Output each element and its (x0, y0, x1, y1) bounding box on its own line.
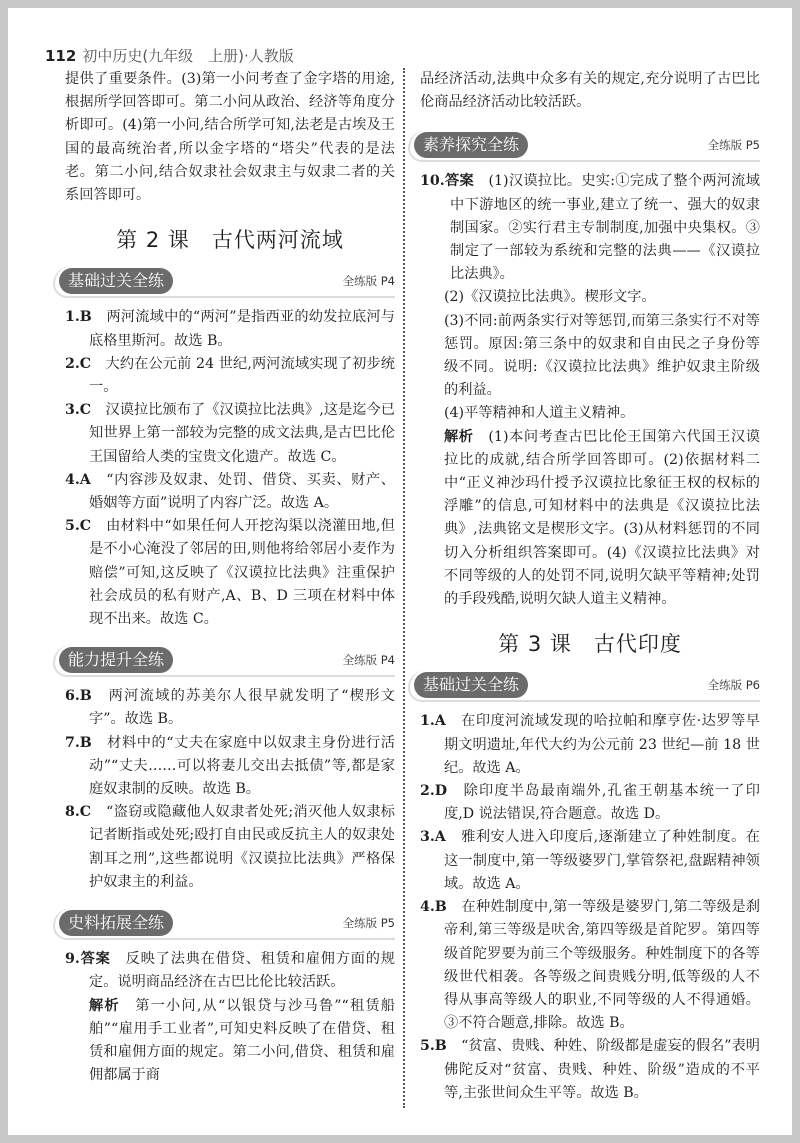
left-column (65, 68, 395, 1087)
section-badge: 史料拓展全练 (59, 910, 173, 936)
item-text: (1)汉谟拉比。史实:①完成了整个两河流域中下游地区的统一事业,建立了统一、强大的奴隶制国家。②实行君主专制制度,加强中央集权。③制定了一部较为系统和完整的法典——《汉谟拉比法典》。 (450, 173, 760, 283)
item-number: 1.A (420, 713, 446, 730)
item-text: 在种姓制度中,第一等级是婆罗门,第二等级是刹帝利,第三等级是吠舍,第四等级是首陀罗。第四等级首陀罗要为前三个等级服务。种姓制度下的各等级世代相袭。各等级之间贵贱分明,低等级的人不得从事高等级人的职业,不同等级的人不得通婚。③不符合题意,排除。故选 B。 (444, 899, 760, 1032)
item-number: 1.B (65, 309, 92, 326)
column-divider (403, 68, 405, 1108)
item-number: 9.答案 (65, 951, 111, 968)
section-badge: 基础过关全练 (59, 268, 173, 294)
answer-item (65, 948, 395, 994)
section-header (53, 645, 395, 677)
analysis-paragraph (420, 426, 760, 612)
page-number: 112 (45, 47, 77, 65)
section-header (53, 266, 395, 298)
section-badge: 基础过关全练 (414, 672, 528, 698)
item-number: 8.C (65, 804, 92, 821)
item-text: 大约在公元前 24 世纪,两河流域实现了初步统一。 (89, 355, 395, 396)
answer-item (420, 710, 760, 780)
answer-item (65, 306, 395, 352)
analysis-text: (1)本问考查古巴比伦王国第六代国王汉谟拉比的成就,结合所学回答即可。(2)依据材料二中“正义神沙玛什授予汉谟拉比象征王权的权标的浮雕”的信息,可知材料中的法典是《汉谟拉比法典》,法典铭文是楔形文字。(3)从材料惩罚的不同切入分析组织答案即可。(4)《汉谟拉比法典》对不同等级的人的处罚不同,说明欠缺平等精神;处罚的手段残酷,说明欠缺人道主义精神。 (444, 428, 760, 608)
answer-item (420, 896, 760, 1035)
answer-part: (2)《汉谟拉比法典》。楔形文字。 (444, 289, 656, 306)
answer-item (65, 353, 395, 399)
answer-part: (4)平等精神和人道主义精神。 (444, 405, 635, 422)
answer-part: (3)不同:前两条实行对等惩罚,而第三条实行不对等惩罚。原因:第三条中的奴隶和自由民之子身份等级不同。说明:《汉谟拉比法典》维护奴隶主阶级的利益。 (444, 312, 760, 399)
analysis-paragraph (65, 995, 395, 1088)
answer-item (420, 170, 760, 286)
page (8, 8, 792, 1135)
section-ref: 全练版 P6 (707, 678, 760, 693)
right-column (420, 68, 760, 1105)
answer-item (65, 801, 395, 894)
item-text: 在印度河流域发现的哈拉帕和摩亨佐·达罗等早期文明遗址,年代大约为公元前 23 世纪—前 18 世纪。故选 A。 (444, 713, 760, 776)
item-number: 4.B (420, 899, 447, 916)
item-text: “盗窃或隐藏他人奴隶者处死;消灭他人奴隶标记者断指或处死;殴打自由民或反抗主人的奴隶处割耳之刑”,这些都说明《汉谟拉比法典》严格保护奴隶主的利益。 (89, 804, 395, 890)
item-text: 除印度半岛最南端外,孔雀王朝基本统一了印度,D 说法错误,符合题意。故选 D。 (444, 783, 760, 823)
item-text: 两河流域中的“两河”是指西亚的幼发拉底河与底格里斯河。故选 B。 (89, 309, 395, 349)
book-title: 初中历史(九年级 上册)·人教版 (82, 47, 294, 65)
item-number: 3.C (65, 402, 92, 419)
item-number: 6.B (65, 688, 92, 705)
item-text: 汉谟拉比颁布了《汉谟拉比法典》,这是迄今已知世界上第一部较为完整的成文法典,是古巴比伦王国留给人类的宝贵文化遗产。故选 C。 (89, 402, 395, 465)
answer-item (65, 732, 395, 802)
item-text: “内容涉及奴隶、处罚、借贷、买卖、财产、婚姻等方面”说明了内容广泛。故选 A。 (89, 471, 395, 512)
lesson-title: 第 2 课 古代两河流域 (116, 228, 344, 253)
item-number: 7.B (65, 734, 92, 751)
continued-paragraph: 品经济活动,法典中众多有关的规定,充分说明了古巴比伦商品经济活动比较活跃。 (420, 71, 760, 111)
running-header (45, 45, 294, 66)
answer-item (65, 399, 395, 469)
item-number: 4.A (65, 471, 91, 488)
item-number: 10.答案 (420, 173, 474, 190)
section-ref: 全练版 P5 (707, 138, 760, 153)
analysis-label: 解析 (444, 428, 474, 445)
section-ref: 全练版 P4 (342, 274, 395, 289)
item-number: 5.C (65, 518, 92, 535)
section-badge: 素养探究全练 (414, 132, 528, 158)
section-ref: 全练版 P4 (342, 653, 395, 668)
item-text: 材料中的“丈夫在家庭中以奴隶主身份进行活动”“丈夫……可以将妻儿交出去抵债”等,都是家庭奴隶制的反映。故选 B。 (89, 734, 395, 798)
item-text: 两河流域的苏美尔人很早就发明了“楔形文字”。故选 B。 (89, 688, 395, 728)
section-header (408, 130, 760, 162)
section-header (408, 670, 760, 702)
section-badge: 能力提升全练 (59, 647, 173, 673)
answer-item (420, 826, 760, 896)
lesson-title: 第 3 课 古代印度 (498, 632, 682, 657)
item-text: 由材料中“如果任何人开挖沟渠以浇灌田地,但是不小心淹没了邻居的田,则他将给邻居小麦作为赔偿”可知,这反映了《汉谟拉比法典》注重保护社会成员的私有财产,A、B、D 三项在材料中体现不出来。故选 C。 (89, 518, 395, 628)
answer-item (65, 515, 395, 631)
item-number: 5.B (420, 1038, 447, 1055)
answer-item (420, 1035, 760, 1105)
intro-paragraph: 提供了重要条件。(3)第一小问考查了金字塔的用途,根据所学回答即可。第二小问从政治、经济等角度分析即可。(4)第一小问,结合所学可知,法老是古埃及王国的最高统治者,所以金字塔的“塔尖”代表的是法老。第二小问,结合奴隶社会奴隶主与奴隶二者的关系回答即可。 (65, 71, 395, 204)
answer-item (420, 780, 760, 826)
section-ref: 全练版 P5 (342, 915, 395, 930)
analysis-label: 解析 (89, 997, 120, 1014)
item-text: 雅利安人进入印度后,逐渐建立了种姓制度。在这一制度中,第一等级婆罗门,掌管祭祀,盘踞精神领域。故选 A。 (444, 829, 760, 892)
section-header (53, 908, 395, 940)
item-number: 3.A (420, 829, 446, 846)
item-text: 反映了法典在借贷、租赁和雇佣方面的规定。说明商品经济在古巴比伦比较活跃。 (89, 951, 395, 991)
item-number: 2.C (65, 355, 92, 372)
item-number: 2.D (420, 783, 448, 800)
item-text: “贫富、贵贱、种姓、阶级都是虚妄的假名”表明佛陀反对“贫富、贵贱、种姓、阶级”造成的不平等,主张世间众生平等。故选 B。 (444, 1038, 760, 1101)
analysis-text: 第一小问,从“以银贷与沙马鲁”“租赁船舶”“雇用手工业者”,可知史料反映了在借贷、租赁和雇佣方面的规定。第二小问,借贷、租赁和雇佣都属于商 (89, 997, 395, 1084)
answer-item (65, 685, 395, 731)
answer-item (65, 469, 395, 515)
